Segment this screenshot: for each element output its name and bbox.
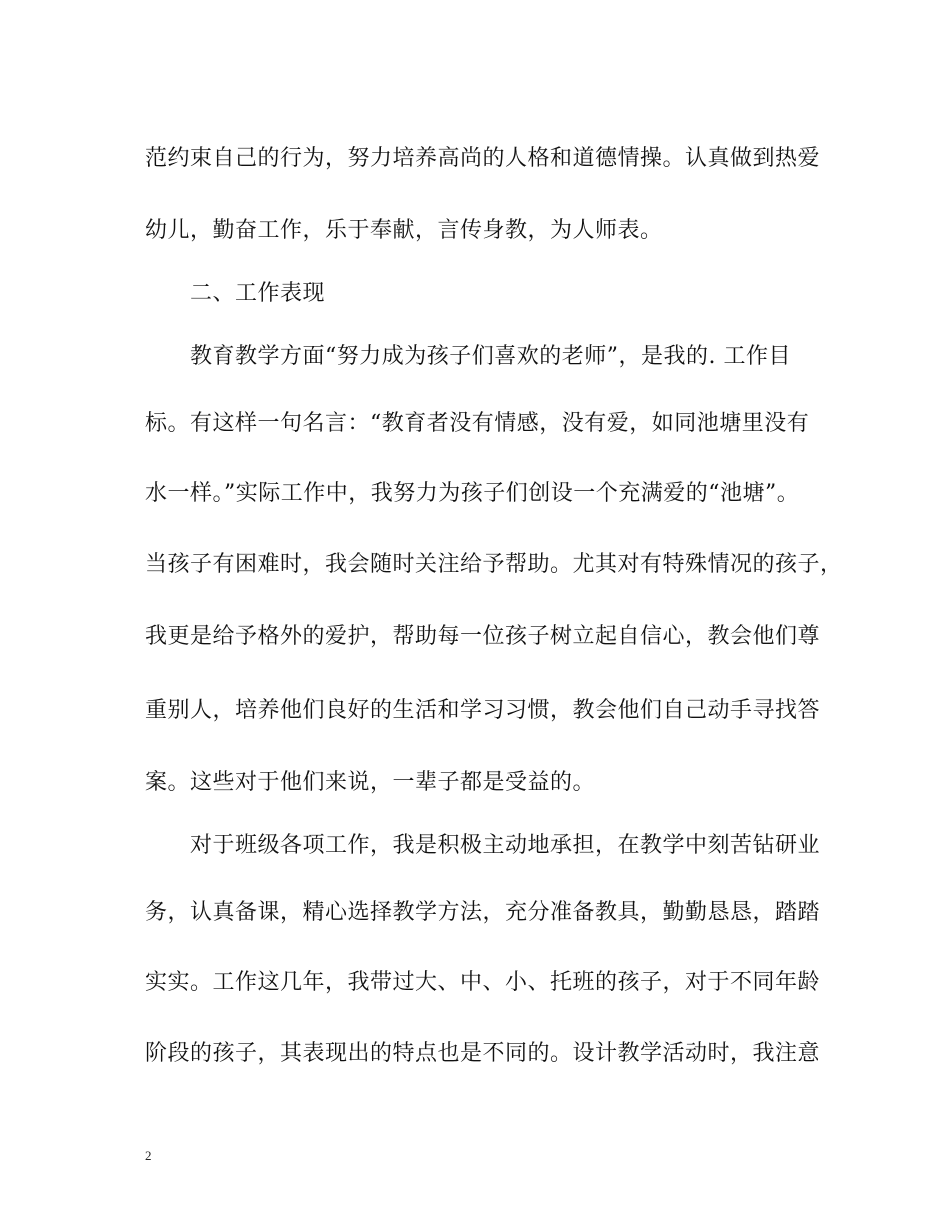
text-line-14: 阶段的孩子，其表现出的特点也是不同的。设计教学活动时，我注意 xyxy=(145,1041,821,1066)
text-line-2: 幼儿，勤奋工作，乐于奉献，言传身教，为人师表。 xyxy=(145,218,663,243)
section-heading: 二、工作表现 xyxy=(190,281,326,306)
page-number: 2 xyxy=(145,1148,152,1163)
text-line-7: 当孩子有困难时，我会随时关注给予帮助。尤其对有特殊情况的孩子， xyxy=(145,552,843,577)
text-line-5: 标。有这样一句名言：“教育者没有情感，没有爱，如同池塘里没有 xyxy=(145,411,810,436)
text-line-10: 案。这些对于他们来说，一辈子都是受益的。 xyxy=(145,770,596,795)
text-line-1: 范约束自己的行为，努力培养高尚的人格和道德情操。认真做到热爱 xyxy=(145,146,821,171)
text-line-11: 对于班级各项工作，我是积极主动地承担，在教学中刻苦钻研业 xyxy=(190,833,821,858)
text-line-9: 重别人，培养他们良好的生活和学习习惯，教会他们自己动手寻找答 xyxy=(145,698,821,723)
text-line-8: 我更是给予格外的爱护，帮助每一位孩子树立起自信心，教会他们尊 xyxy=(145,624,821,649)
text-line-6: 水一样。”实际工作中，我努力为孩子们创设一个充满爱的“池塘”。 xyxy=(145,481,800,506)
text-line-4: 教育教学方面“努力成为孩子们喜欢的老师”，是我的. 工作目 xyxy=(190,344,791,369)
text-line-13: 实实。工作这几年，我带过大、中、小、托班的孩子，对于不同年龄 xyxy=(145,970,821,995)
text-line-12: 务，认真备课，精心选择教学方法，充分准备教具，勤勤恳恳，踏踏 xyxy=(145,900,821,925)
